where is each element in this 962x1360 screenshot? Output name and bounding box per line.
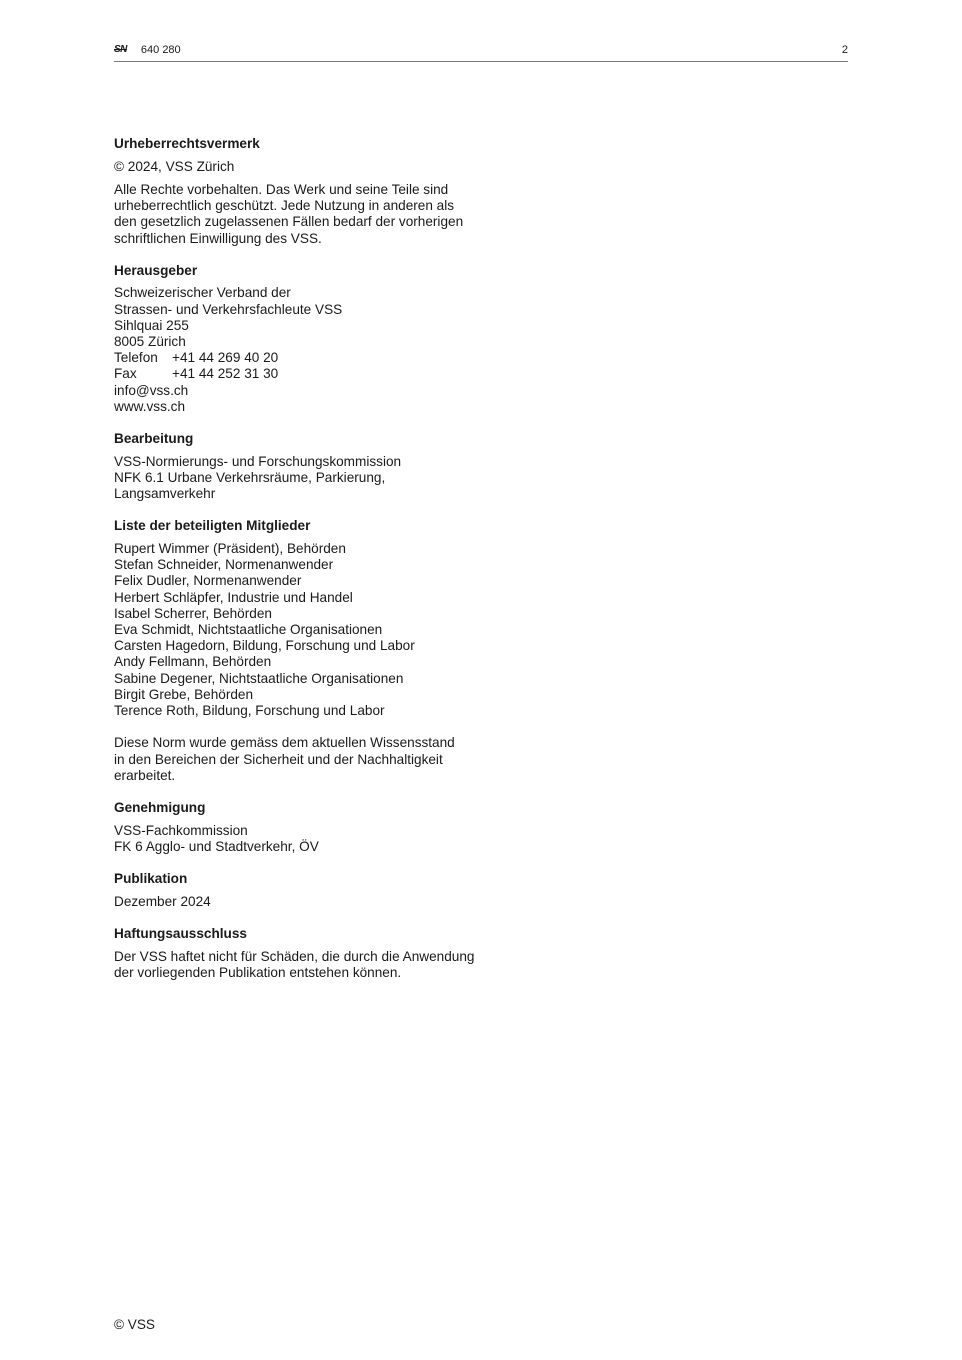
disclaimer-section (114, 926, 534, 981)
editing-section (114, 431, 534, 502)
section-title-members: Liste der beteiligten Mitglieder (114, 518, 311, 534)
section-title-publisher: Herausgeber (114, 262, 198, 278)
copyright-text (114, 182, 534, 247)
document-body (114, 136, 534, 997)
list-item: Carsten Hagedorn, Bildung, Forschung und Labor (114, 638, 415, 654)
publisher-section (114, 263, 534, 415)
website-link[interactable]: www.vss.ch (114, 398, 186, 414)
text-line: in den Bereichen der Sicherheit und der Nachhaltigkeit (114, 751, 443, 767)
editing-text (114, 454, 534, 503)
text-line: erarbeitet. (114, 767, 176, 783)
members-list (114, 541, 534, 719)
list-item: Sabine Degener, Nichtstaatliche Organisationen (114, 670, 404, 686)
phone-value: +41 44 269 40 20 (172, 350, 279, 366)
approval-text (114, 823, 534, 855)
sn-logo: SN (114, 44, 127, 55)
text-line: Der VSS haftet nicht für Schäden, die durch die Anwendung (114, 948, 475, 964)
list-item: Felix Dudler, Normenanwender (114, 573, 302, 589)
doc-number: 640 280 (140, 44, 181, 56)
list-item: Eva Schmidt, Nichtstaatliche Organisationen (114, 622, 383, 638)
email-link[interactable]: info@vss.ch (114, 382, 189, 398)
page-header (114, 43, 848, 62)
copyright-line: © 2024, VSS Zürich (114, 158, 235, 174)
members-section (114, 518, 534, 784)
list-item: Terence Roth, Bildung, Forschung und Labor (114, 703, 385, 719)
address-line: Sihlquai 255 (114, 317, 189, 333)
disclaimer-text (114, 949, 534, 981)
text-line: NFK 6.1 Urbane Verkehrsräume, Parkierung, (114, 469, 386, 485)
publication-date: Dezember 2024 (114, 893, 211, 909)
fax-row (114, 366, 534, 382)
section-title-approval: Genehmigung (114, 799, 206, 815)
text-line: den gesetzlich zugelassenen Fällen bedarf der vorherigen (114, 214, 464, 230)
text-line: der vorliegenden Publikation entstehen können. (114, 964, 402, 980)
text-line: Diese Norm wurde gemäss dem aktuellen Wissensstand (114, 735, 455, 751)
page-number: 2 (841, 44, 848, 56)
fax-value: +41 44 252 31 30 (172, 366, 279, 382)
text-line: Langsamverkehr (114, 486, 216, 502)
copyright-section (114, 136, 534, 247)
section-title-publication: Publikation (114, 871, 188, 887)
list-item: Herbert Schläpfer, Industrie und Handel (114, 589, 353, 605)
list-item: Stefan Schneider, Normenanwender (114, 557, 334, 573)
list-item: Isabel Scherrer, Behörden (114, 605, 272, 621)
text-line: schriftlichen Einwilligung des VSS. (114, 230, 322, 246)
approval-section (114, 800, 534, 855)
list-item: Birgit Grebe, Behörden (114, 686, 254, 702)
phone-label: Telefon (114, 350, 158, 366)
publication-section (114, 871, 534, 910)
publisher-address (114, 285, 534, 415)
text-line: FK 6 Agglo- und Stadtverkehr, ÖV (114, 838, 319, 854)
address-line: 8005 Zürich (114, 334, 186, 350)
text-line: Alle Rechte vorbehalten. Das Werk und seine Teile sind (114, 181, 449, 197)
address-line: Strassen- und Verkehrsfachleute VSS (114, 301, 343, 317)
text-line: VSS-Normierungs- und Forschungskommission (114, 453, 402, 469)
phone-row (114, 350, 534, 366)
text-line: urheberrechtlich geschützt. Jede Nutzung in anderen als (114, 198, 455, 214)
list-item: Andy Fellmann, Behörden (114, 654, 272, 670)
section-title-editing: Bearbeitung (114, 431, 194, 447)
page-footer: © VSS (114, 1317, 155, 1332)
address-line: Schweizerischer Verband der (114, 285, 291, 301)
list-item: Rupert Wimmer (Präsident), Behörden (114, 541, 346, 557)
text-line: VSS-Fachkommission (114, 822, 248, 838)
header-doc-id (114, 43, 181, 57)
section-title-copyright: Urheberrechtsvermerk (114, 136, 260, 151)
section-title-disclaimer: Haftungsausschluss (114, 925, 247, 941)
members-statement (114, 735, 534, 784)
fax-label: Fax (114, 366, 137, 382)
